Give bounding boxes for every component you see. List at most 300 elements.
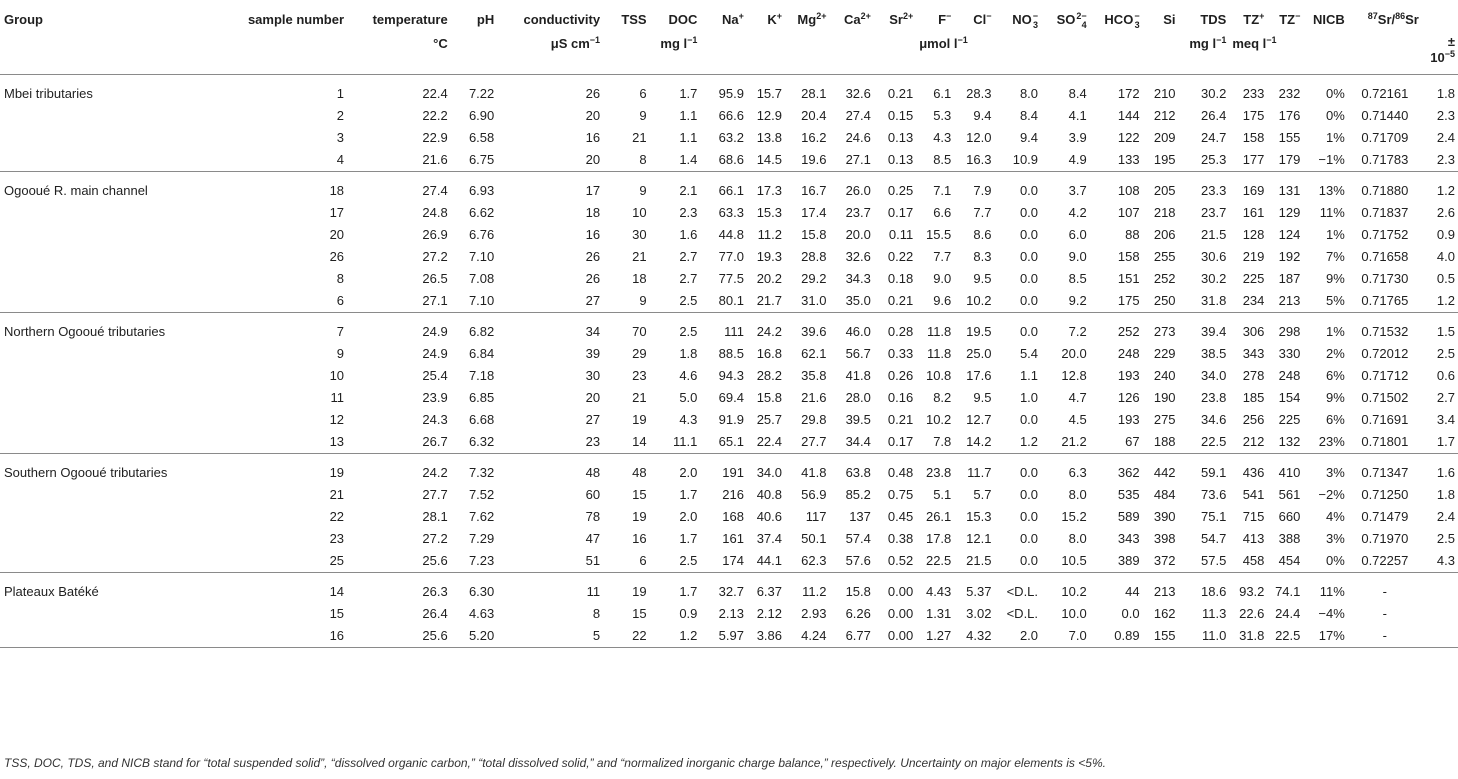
table-cell: 6% [1326, 368, 1345, 383]
table-cell: 78 [585, 509, 601, 524]
table-cell: 25.7 [756, 412, 783, 427]
table-cell: 0% [1326, 553, 1345, 568]
table-cell: 74.1 [1275, 584, 1301, 599]
table-cell: 9 [639, 293, 647, 308]
table-cell: 7.7 [973, 205, 992, 220]
table-cell: 213 [1153, 584, 1176, 599]
table-cell: 24.3 [422, 412, 448, 427]
table-cell: 12.9 [756, 108, 783, 123]
table-cell: 2.93 [801, 606, 827, 621]
header-tds: TDS [1200, 12, 1227, 27]
table-cell: 107 [1117, 205, 1140, 220]
table-cell: 30.6 [1201, 249, 1227, 264]
table-cell: 15.8 [756, 390, 783, 405]
table-cell: 7.62 [468, 509, 495, 524]
table-cell: 6.26 [845, 606, 871, 621]
table-cell: 26.4 [422, 606, 448, 621]
table-cell: 24.6 [845, 130, 871, 145]
table-cell: 0.21 [887, 86, 914, 101]
table-cell: 0.71765 [1361, 293, 1409, 308]
table-cell: 8 [336, 271, 345, 286]
table-cell: 0.5 [1436, 271, 1455, 286]
table-cell: 6.84 [468, 346, 495, 361]
table-cell: 0% [1326, 86, 1345, 101]
table-cell: 6.82 [468, 324, 495, 339]
table-cell: 6 [639, 553, 647, 568]
table-cell: −2% [1318, 487, 1345, 502]
table-cell: 77.0 [718, 249, 744, 264]
table-cell: 16 [632, 531, 647, 546]
table-cell: 57.4 [845, 531, 871, 546]
table-cell: 5.1 [933, 487, 952, 502]
table-cell: 111 [724, 324, 744, 339]
table-cell: 63.3 [718, 205, 744, 220]
table-cell: 18 [585, 205, 601, 220]
table-header [0, 0, 1458, 75]
header-sample-number: sample number [247, 12, 345, 27]
table-cell: 39.6 [801, 324, 827, 339]
table-cell: - [1382, 628, 1388, 643]
table-cell: 15.2 [1061, 509, 1087, 524]
table-cell: 16 [585, 227, 601, 242]
header-ph: pH [476, 12, 495, 27]
table-cell: 73.6 [1201, 487, 1227, 502]
table-cell: 4.32 [966, 628, 992, 643]
table-cell: 9 [639, 108, 647, 123]
table-cell: 234 [1242, 293, 1265, 308]
table-cell: 31.8 [1201, 293, 1227, 308]
table-cell: 28.8 [801, 249, 827, 264]
table-cell: 117 [805, 509, 827, 524]
table-cell: 6.6 [933, 205, 952, 220]
header-temperature: temperature [372, 12, 448, 27]
table-cell: 21.6 [801, 390, 827, 405]
table-cell: 8 [592, 606, 601, 621]
table-cell: 2.0 [679, 509, 698, 524]
table-cell: 24.2 [422, 465, 448, 480]
table-cell: 0.11 [888, 227, 914, 242]
table-cell: 19 [329, 465, 345, 480]
table-cell: 26.3 [422, 584, 448, 599]
table-cell: 21 [632, 249, 647, 264]
table-cell: 2.7 [679, 249, 698, 264]
table-cell: 0.71730 [1361, 271, 1409, 286]
table-cell: 66.1 [718, 183, 744, 198]
table-cell: 0.9 [679, 606, 698, 621]
table-cell: 2% [1326, 346, 1345, 361]
header-doc: DOC [668, 12, 698, 27]
table-cell: 63.2 [718, 130, 744, 145]
table-cell: 18.6 [1201, 584, 1227, 599]
table-cell: 362 [1117, 465, 1140, 480]
table-cell: 77.5 [718, 271, 744, 286]
table-cell: 30.2 [1201, 271, 1227, 286]
table-row [0, 454, 1458, 485]
table-cell: 25.6 [422, 628, 448, 643]
table-cell: 4.1 [1068, 108, 1087, 123]
table-cell: 174 [722, 553, 744, 568]
table-cell [1422, 625, 1458, 648]
table-cell: 484 [1153, 487, 1176, 502]
table-cell: 1.2 [1436, 293, 1455, 308]
header-group: Group [4, 12, 43, 27]
table-cell: 13 [329, 434, 345, 449]
table-cell: 0.0 [1121, 606, 1140, 621]
table-cell: 30.2 [1201, 86, 1227, 101]
table-cell: 218 [1153, 205, 1176, 220]
table-cell: 6% [1326, 412, 1345, 427]
table-cell: 0.48 [887, 465, 914, 480]
table-cell: 10.5 [1061, 553, 1087, 568]
table-cell: 191 [722, 465, 744, 480]
table-cell: 26.5 [422, 271, 448, 286]
table-cell: 12.0 [966, 130, 992, 145]
table-cell: 15.5 [925, 227, 952, 242]
table-cell: 3.7 [1068, 183, 1087, 198]
table-cell: 256 [1242, 412, 1265, 427]
table-cell: 0.25 [887, 183, 914, 198]
table-cell: 12.7 [966, 412, 992, 427]
table-cell: 7.08 [468, 271, 495, 286]
table-cell: 255 [1153, 249, 1176, 264]
table-cell: 0% [1326, 108, 1345, 123]
table-cell: 6 [336, 293, 345, 308]
table-cell: 24.9 [422, 346, 448, 361]
table-cell: 2.3 [1436, 108, 1455, 123]
table-cell: 0.71709 [1361, 130, 1409, 145]
table-cell: 7.22 [468, 86, 495, 101]
table-cell: 1.7 [679, 584, 698, 599]
header-hco3: HCO − 3 [1104, 10, 1140, 30]
table-cell: 6 [639, 86, 647, 101]
table-cell: 16.3 [966, 152, 992, 167]
table-cell: 2.4 [1436, 509, 1455, 524]
table-row [0, 506, 1458, 528]
table-row [0, 484, 1458, 506]
table-cell: 0.21 [887, 412, 914, 427]
table-cell: 27.1 [845, 152, 871, 167]
table-cell: 177 [1242, 152, 1265, 167]
table-cell: 17 [585, 183, 601, 198]
table-cell: 1% [1326, 227, 1345, 242]
table-cell: 8.3 [973, 249, 992, 264]
table-cell: 9.4 [973, 108, 992, 123]
table-cell: 17 [329, 205, 345, 220]
table-cell: 30 [585, 368, 601, 383]
table-cell [1422, 603, 1458, 625]
table-cell: 60 [585, 487, 601, 502]
table-cell: 88 [1125, 227, 1140, 242]
table-cell: 5.3 [933, 108, 952, 123]
table-cell: 48 [585, 465, 601, 480]
table-cell: 23.9 [422, 390, 448, 405]
table-cell: 1.8 [1436, 487, 1455, 502]
table-cell: 27.2 [422, 249, 448, 264]
table-row [0, 603, 1458, 625]
table-cell: 372 [1153, 553, 1176, 568]
table-cell: 330 [1278, 346, 1301, 361]
table-cell: 273 [1153, 324, 1176, 339]
table-cell: 0.33 [887, 346, 914, 361]
group-cell-empty [0, 506, 212, 528]
table-cell: 7.0 [1068, 628, 1087, 643]
table-cell: 410 [1278, 465, 1301, 480]
table-cell: 8 [639, 152, 647, 167]
table-cell: 133 [1117, 152, 1140, 167]
table-cell: 0.28 [887, 324, 914, 339]
table-cell: 0.71502 [1361, 390, 1409, 405]
header-k: K+ [767, 11, 783, 27]
table-cell: 19 [632, 412, 647, 427]
table-cell: 26.7 [422, 434, 448, 449]
table-cell: 175 [1117, 293, 1140, 308]
header-no3: NO − 3 [1012, 10, 1039, 30]
table-cell: 108 [1117, 183, 1140, 198]
table-cell: 9.0 [933, 271, 952, 286]
group-label: Northern Ogooué tributaries [4, 324, 166, 339]
table-row [0, 149, 1458, 172]
table-cell: 7.2 [1068, 324, 1087, 339]
table-cell: 40.6 [756, 509, 783, 524]
table-cell: 1.8 [679, 346, 698, 361]
table-cell: 252 [1153, 271, 1176, 286]
table-cell: 275 [1153, 412, 1176, 427]
table-cell: 65.1 [718, 434, 744, 449]
table-cell: 2.13 [718, 606, 744, 621]
table-cell: 1.6 [679, 227, 698, 242]
table-cell: <D.L. [1006, 606, 1039, 621]
table-cell: 10.9 [1012, 152, 1039, 167]
table-cell: 8.0 [1068, 487, 1087, 502]
table-cell: 39.5 [845, 412, 871, 427]
table-cell: 23.7 [1201, 205, 1227, 220]
table-cell: 40.8 [756, 487, 783, 502]
table-cell: 7 [336, 324, 345, 339]
table-cell: 25.0 [966, 346, 992, 361]
table-cell: 2.3 [679, 205, 698, 220]
table-cell: 54.7 [1201, 531, 1227, 546]
table-cell: 24.7 [1201, 130, 1227, 145]
table-cell: 0.00 [887, 584, 914, 599]
group-cell-empty [0, 365, 212, 387]
group-cell-empty [0, 343, 212, 365]
table-cell: 17.3 [756, 183, 783, 198]
table-row [0, 573, 1458, 604]
table-cell: 252 [1117, 324, 1140, 339]
table-cell: 21.2 [1061, 434, 1087, 449]
table-cell: 19 [632, 509, 647, 524]
table-cell: 16.8 [756, 346, 783, 361]
table-row [0, 409, 1458, 431]
table-cell: 31.8 [1239, 628, 1265, 643]
header-tz-minus: TZ− [1279, 11, 1301, 27]
table-cell: 5.0 [679, 390, 698, 405]
unit-umol: μmol $l^{-1}$ [919, 35, 968, 51]
table-cell: 7% [1326, 249, 1345, 264]
table-cell: 0.0 [1019, 271, 1039, 286]
unit-tds: mg $l^{-1}$ [1189, 35, 1227, 51]
table-cell: 23 [632, 368, 647, 383]
table-cell: 126 [1117, 390, 1140, 405]
table-cell: 4.7 [1068, 390, 1087, 405]
table-cell: 0.0 [1019, 412, 1039, 427]
table-cell: 10.2 [925, 412, 952, 427]
table-cell: 2.5 [1436, 346, 1455, 361]
table-cell: 0.71783 [1361, 152, 1409, 167]
table-cell: 6.68 [468, 412, 495, 427]
group-block [0, 172, 1458, 313]
table-cell: 14 [329, 584, 345, 599]
table-cell: 0.16 [887, 390, 914, 405]
table-cell: 213 [1278, 293, 1301, 308]
header-f: F− [938, 11, 952, 27]
table-cell: 240 [1153, 368, 1176, 383]
table-cell: 0.71440 [1361, 108, 1409, 123]
table-cell: 17.4 [801, 205, 827, 220]
table-cell: 6.76 [468, 227, 495, 242]
table-cell: 21.6 [422, 152, 448, 167]
table-cell: 193 [1117, 412, 1140, 427]
table-cell: 535 [1117, 487, 1140, 502]
table-cell: 13% [1318, 183, 1345, 198]
table-cell: 151 [1117, 271, 1140, 286]
table-cell: 26.0 [845, 183, 871, 198]
table-cell: 1.1 [1019, 368, 1039, 383]
table-cell: 17.8 [925, 531, 952, 546]
group-cell-empty [0, 528, 212, 550]
table-cell: 21 [632, 390, 647, 405]
table-cell: 59.1 [1201, 465, 1227, 480]
table-cell: 14 [632, 434, 647, 449]
table-cell: 1.5 [1436, 324, 1455, 339]
table-cell: 0.71752 [1361, 227, 1409, 242]
table-cell: 1.0 [1019, 390, 1039, 405]
table-cell: 6.1 [933, 86, 952, 101]
table-cell: 25.3 [1201, 152, 1227, 167]
table-cell: 95.9 [718, 86, 744, 101]
table-cell: 6.0 [1068, 227, 1087, 242]
table-cell: 7.10 [468, 293, 495, 308]
table-cell: 27.2 [422, 531, 448, 546]
header-conductivity: conductivity [523, 12, 601, 27]
table-cell: 1.8 [1436, 86, 1455, 101]
table-cell: 32.6 [845, 86, 871, 101]
table-cell: 41.8 [845, 368, 871, 383]
table-cell: 11% [1319, 584, 1345, 599]
table-cell: 0.52 [887, 553, 914, 568]
table-cell: 44.1 [756, 553, 783, 568]
table-cell: 2.5 [679, 553, 698, 568]
table-cell: 20.4 [801, 108, 827, 123]
table-cell: 158 [1117, 249, 1140, 264]
table-cell: 131 [1278, 183, 1301, 198]
table-cell: 8.5 [933, 152, 952, 167]
table-cell: 14.2 [966, 434, 992, 449]
table-cell: 7.10 [468, 249, 495, 264]
table-cell: 0.0 [1019, 293, 1039, 308]
table-cell: 11.2 [802, 584, 827, 599]
table-cell: −1% [1318, 152, 1345, 167]
table-cell: 70 [632, 324, 647, 339]
table-cell: 168 [722, 509, 744, 524]
group-cell-empty [0, 387, 212, 409]
group-cell-empty [0, 224, 212, 246]
table-cell: 132 [1278, 434, 1301, 449]
table-cell: 1.2 [1436, 183, 1455, 198]
table-cell: 11.1 [673, 434, 698, 449]
table-cell: 5.20 [468, 628, 495, 643]
table-cell: 18 [329, 183, 345, 198]
table-cell: 24.8 [422, 205, 448, 220]
table-cell: 124 [1278, 227, 1301, 242]
table-cell: 0.00 [887, 628, 914, 643]
table-cell: 26 [585, 271, 601, 286]
group-block [0, 313, 1458, 454]
table-cell: 6.32 [468, 434, 495, 449]
table-cell: 1.4 [679, 152, 698, 167]
table-cell: 44 [1125, 584, 1140, 599]
table-cell: 19.5 [966, 324, 992, 339]
table-cell: 63.8 [845, 465, 871, 480]
table-cell: 20 [585, 152, 601, 167]
table-cell: 69.4 [718, 390, 744, 405]
unit-error: ± $10^{-5}$ [1430, 34, 1455, 65]
table-cell: 3% [1326, 465, 1345, 480]
table-cell: 2.6 [1436, 205, 1455, 220]
table-cell: 7.7 [933, 249, 952, 264]
table-cell: 250 [1153, 293, 1176, 308]
table-cell: 11.8 [926, 324, 952, 339]
table-cell: 188 [1153, 434, 1176, 449]
table-cell: 210 [1153, 86, 1176, 101]
table-cell: 4.3 [1436, 553, 1455, 568]
header-tz-plus: TZ+ [1243, 11, 1265, 27]
table-cell: 75.1 [1201, 509, 1227, 524]
table-cell: 23.8 [925, 465, 952, 480]
table-cell: 4 [336, 152, 345, 167]
table-cell: 12 [329, 412, 345, 427]
group-label: Mbei tributaries [4, 86, 93, 101]
table-cell: 28.1 [422, 509, 448, 524]
table-cell: 9.0 [1068, 249, 1087, 264]
table-cell: 24.2 [756, 324, 783, 339]
table-cell: 458 [1242, 553, 1265, 568]
table-cell: 0.71837 [1361, 205, 1409, 220]
table-cell: 15.3 [756, 205, 783, 220]
table-cell: 0.22 [887, 249, 914, 264]
table-cell: 94.3 [718, 368, 744, 383]
table-cell: 155 [1153, 628, 1176, 643]
table-cell: 248 [1278, 368, 1301, 383]
table-cell: 128 [1242, 227, 1265, 242]
table-cell: 3.4 [1436, 412, 1455, 427]
table-cell: 7.52 [468, 487, 495, 502]
table-cell: 5 [592, 628, 601, 643]
table-cell: 8.5 [1068, 271, 1087, 286]
table-cell: 41.8 [801, 465, 827, 480]
table-row [0, 431, 1458, 454]
table-row [0, 75, 1458, 106]
table-cell: 0.72012 [1361, 346, 1409, 361]
table-cell: 0.0 [1019, 509, 1039, 524]
table-cell: 389 [1117, 553, 1140, 568]
group-cell-empty [0, 603, 212, 625]
table-cell: 11.3 [1201, 606, 1227, 621]
table-cell: 6.3 [1068, 465, 1087, 480]
table-cell: 229 [1153, 346, 1176, 361]
table-cell: 137 [849, 509, 871, 524]
group-cell-empty [0, 246, 212, 268]
